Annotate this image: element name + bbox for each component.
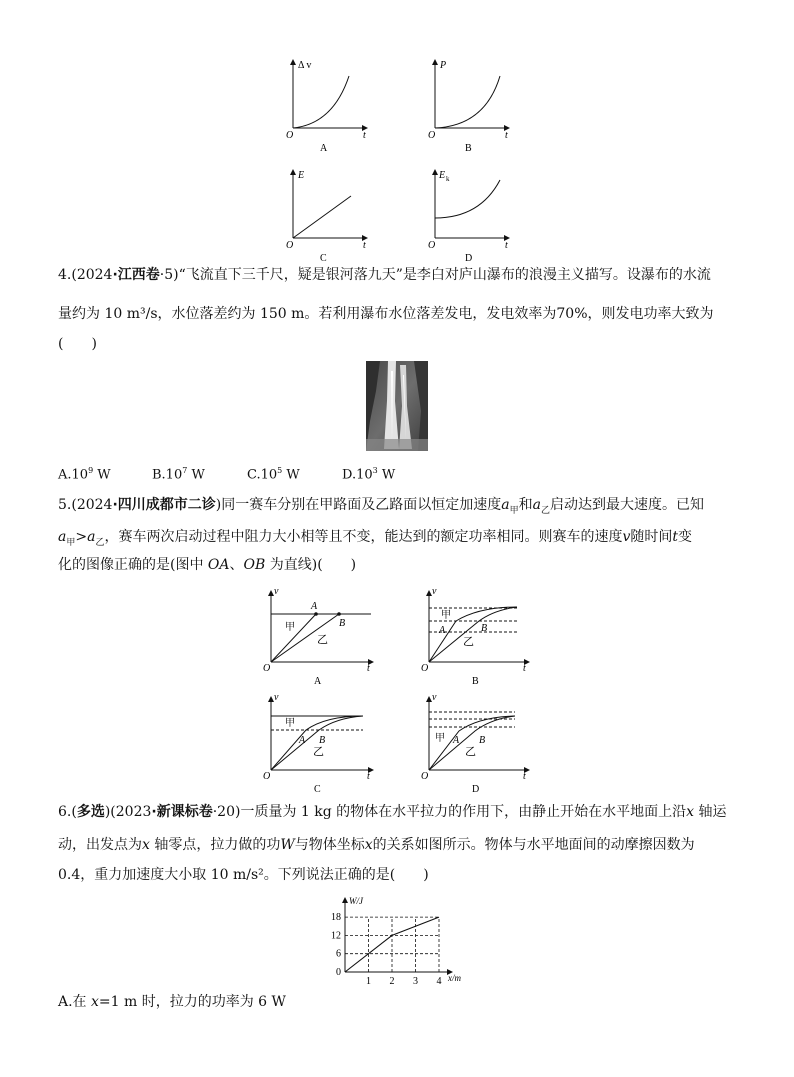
svg-text:v: v bbox=[432, 586, 437, 597]
svg-text:乙: 乙 bbox=[465, 746, 476, 758]
svg-text:A: A bbox=[453, 735, 460, 746]
svg-text:O: O bbox=[428, 130, 436, 141]
svg-text:A: A bbox=[299, 735, 306, 746]
svg-text:v: v bbox=[432, 692, 437, 703]
caption-d: D bbox=[465, 253, 473, 264]
graph-d bbox=[428, 170, 509, 264]
q4-line1: 4.(2024·江西卷·5)“飞流直下三千尺，疑是银河落九天”是李白对庐山瀑布的浪漫主义描写。设瀑布的水流 bbox=[58, 267, 711, 283]
svg-text:B: B bbox=[479, 735, 486, 746]
q5-line3: 化的图像正确的是(图中 OA、OB 为直线)( ) bbox=[58, 557, 357, 573]
svg-text:乙: 乙 bbox=[313, 746, 324, 758]
svg-text:乙: 乙 bbox=[317, 634, 328, 646]
svg-text:t: t bbox=[505, 130, 508, 141]
x-axis-label: x/m bbox=[448, 973, 461, 983]
svg-text:B: B bbox=[481, 623, 488, 634]
curve-b bbox=[435, 76, 500, 128]
q5-graph-d[interactable] bbox=[421, 692, 529, 795]
q4-option-b[interactable]: $B.10^7$ W bbox=[152, 466, 205, 483]
svg-text:O: O bbox=[286, 130, 294, 141]
q5-graph-c[interactable] bbox=[263, 692, 373, 795]
q5-graph-b[interactable] bbox=[421, 586, 529, 687]
curve-d bbox=[435, 180, 500, 218]
svg-text:B: B bbox=[319, 735, 326, 746]
svg-text:t: t bbox=[505, 240, 508, 251]
svg-text:t: t bbox=[367, 663, 370, 674]
ylabel-a: Δ v bbox=[298, 60, 312, 71]
q5-line2: $a_甲>a_乙$，赛车两次启动过程中阻力大小相等且不变，能达到的额定功率相同。则赛车的速度v随时间t变 bbox=[58, 529, 693, 548]
line-c bbox=[293, 196, 351, 238]
top-graphs bbox=[270, 52, 530, 264]
q6-line1: 6.(多选)(2023·新课标卷·20)一质量为 1 kg 的物体在水平拉力的作用下，由静止开始在水平地面上沿x 轴运 bbox=[58, 804, 727, 820]
graph-b bbox=[428, 60, 509, 154]
w-axis-label: W/J bbox=[349, 896, 363, 906]
svg-text:O: O bbox=[263, 663, 271, 674]
q5-caption-b: B bbox=[472, 676, 479, 687]
q6-option-a[interactable]: A.在 x=1 m 时，拉力的功率为 6 W bbox=[58, 994, 286, 1010]
caption-c: C bbox=[320, 253, 327, 264]
svg-text:P: P bbox=[440, 60, 447, 71]
svg-text:甲: 甲 bbox=[435, 733, 445, 744]
y-tick-label: 12 bbox=[331, 930, 341, 942]
q4-line2: 量约为 10 m³/s，水位落差约为 150 m。若利用瀑布水位落差发电，发电效率为70%，则发电功率大致为 bbox=[58, 306, 714, 322]
svg-text:t: t bbox=[523, 663, 526, 674]
q5-caption-a: A bbox=[314, 676, 322, 687]
svg-text:v: v bbox=[274, 692, 279, 703]
caption-b: B bbox=[465, 143, 472, 154]
svg-text:k: k bbox=[446, 175, 450, 183]
q5-graphs bbox=[255, 585, 535, 795]
caption-a: A bbox=[320, 143, 328, 154]
svg-text:E: E bbox=[298, 170, 305, 181]
svg-text:O: O bbox=[421, 663, 429, 674]
svg-text:甲: 甲 bbox=[441, 610, 451, 621]
graph-c bbox=[286, 170, 367, 264]
q5-line1: 5.(2024·四川成都市二诊)同一赛车分别在甲路面及乙路面以恒定加速度$a_甲$和$a_乙$启动达到最大速度。已知 bbox=[58, 497, 704, 516]
svg-text:乙: 乙 bbox=[463, 636, 474, 648]
svg-text:t: t bbox=[363, 240, 366, 251]
y-tick-label: 6 bbox=[336, 948, 341, 960]
svg-text:v: v bbox=[274, 586, 279, 597]
w-x-chart bbox=[320, 892, 480, 987]
q6-line2: 动，出发点为x 轴零点，拉力做的功W与物体坐标x的关系如图所示。物体与水平地面间的动摩擦因数为 bbox=[58, 837, 695, 853]
curve-a bbox=[293, 76, 349, 128]
svg-text:t: t bbox=[363, 130, 366, 141]
svg-text:A: A bbox=[311, 601, 318, 612]
svg-text:O: O bbox=[263, 771, 271, 782]
svg-text:甲: 甲 bbox=[285, 622, 295, 633]
x-tick-label: 1 bbox=[366, 976, 371, 987]
x-tick-label: 4 bbox=[436, 976, 442, 987]
q5-graph-a[interactable] bbox=[263, 586, 373, 687]
svg-text:B: B bbox=[339, 618, 346, 629]
svg-text:t: t bbox=[367, 771, 370, 782]
x-tick-label: 2 bbox=[389, 976, 395, 987]
svg-text:t: t bbox=[523, 771, 526, 782]
q5-caption-c: C bbox=[314, 784, 321, 795]
svg-text:O: O bbox=[428, 240, 436, 251]
q4-option-a[interactable]: $A.10^9$ W bbox=[58, 466, 111, 483]
q4-option-d[interactable]: $D.10^3$ W bbox=[342, 466, 396, 483]
q5-caption-d: D bbox=[472, 784, 480, 795]
svg-text:A: A bbox=[439, 625, 446, 636]
svg-text:O: O bbox=[421, 771, 429, 782]
svg-text:O: O bbox=[286, 240, 294, 251]
q4-line3: ( ) bbox=[58, 336, 97, 352]
waterfall-image bbox=[366, 361, 428, 451]
q4-options bbox=[58, 464, 395, 482]
y-tick-label: 18 bbox=[331, 912, 341, 924]
svg-text:甲: 甲 bbox=[285, 718, 295, 729]
q4-option-c[interactable]: $C.10^5$ W bbox=[247, 466, 300, 483]
svg-text:E: E bbox=[439, 170, 446, 181]
y-tick-label: 0 bbox=[336, 967, 341, 978]
graph-a bbox=[286, 60, 367, 154]
q6-line3: 0.4，重力加速度大小取 10 m/s²。下列说法正确的是( ) bbox=[58, 867, 429, 883]
x-tick-label: 3 bbox=[413, 976, 418, 987]
